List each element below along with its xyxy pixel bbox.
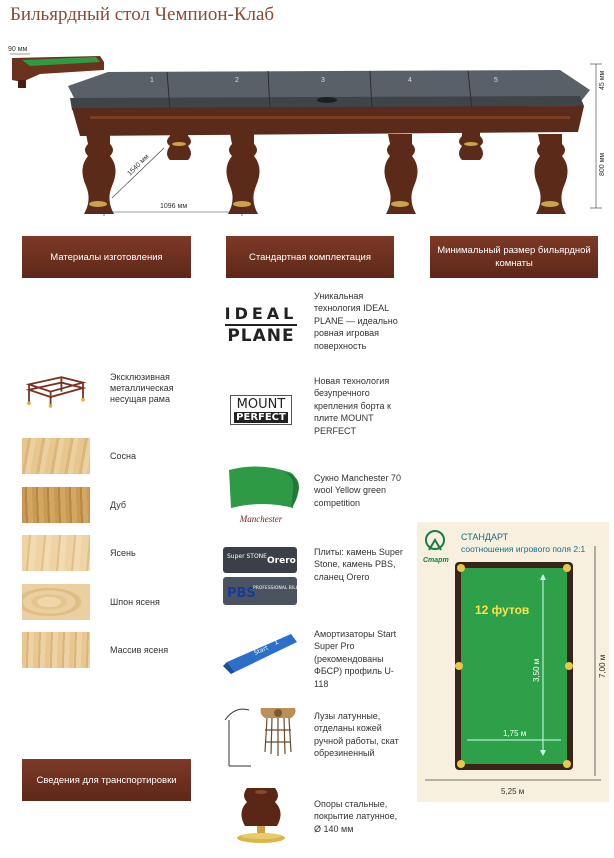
panel-number: 5 <box>494 77 498 84</box>
cushion-profile-logo <box>218 628 304 676</box>
field-length-label: 3,50 м <box>532 658 541 682</box>
material-item <box>22 584 160 620</box>
metal-frame-icon <box>22 370 90 406</box>
oak-swatch <box>22 487 90 523</box>
table-illustration <box>0 36 614 226</box>
panel-number: 4 <box>408 77 412 84</box>
slate-brands-logo <box>218 545 326 609</box>
material-label: Массив ясеня <box>110 644 169 655</box>
svg-text:PBS: PBS <box>227 586 256 601</box>
brand-name: Старт <box>423 557 449 564</box>
standard-title: СТАНДАРТ <box>461 532 509 542</box>
table-size-label: 12 футов <box>475 603 530 617</box>
ideal-plane-logo: IDEAL PLANE <box>224 304 298 346</box>
svg-text:Start: Start <box>252 644 270 657</box>
table-apron <box>72 106 584 136</box>
material-label: Эксклюзивная металлическая несущая рама <box>110 371 174 404</box>
materials-header: Материалы изготовления <box>22 236 191 278</box>
table-legs <box>82 128 567 214</box>
material-item <box>22 632 168 668</box>
mount-perfect-logo: MOUNT PERFECT <box>218 392 304 428</box>
length-label: 1096 мм <box>160 203 188 210</box>
page-title: Бильярдный стол Чемпион-Клаб <box>10 4 275 25</box>
start-logo-icon <box>423 531 449 564</box>
equipment-description: Уникальная технология IDEAL PLANE — идеально ровная игровая поверхность <box>314 291 398 351</box>
room-size-diagram <box>417 522 609 802</box>
material-item <box>22 487 126 523</box>
equipment-description: Новая технология безупречного крепления борта к плите MOUNT PERFECT <box>314 376 391 436</box>
ash-veneer-swatch <box>22 584 90 620</box>
rail-width-label: 90 мм <box>8 46 28 53</box>
svg-text:Manchester: Manchester <box>239 514 283 524</box>
height-label: 800 мм <box>599 152 606 176</box>
material-item <box>22 535 136 571</box>
material-label: Шпон ясеня <box>110 596 160 607</box>
equipment-description: Плиты: камень Super Stone, камень PBS, сланец Orero <box>314 547 403 582</box>
equipment-description: Амортизаторы Start Super Pro (рекомендованы ФБСР) профиль U-118 <box>314 629 397 689</box>
room-header: Минимальный размер бильярдной комнаты <box>430 236 598 278</box>
equipment-description: Лузы латунные, отделаны кожей ручной работы, скат обрезиненный <box>314 711 399 759</box>
panel-number: 2 <box>235 77 239 84</box>
brass-pocket-image <box>218 700 304 772</box>
room-length-label: 7,00 м <box>598 654 607 678</box>
svg-text:Orero: Orero <box>267 556 296 566</box>
material-item <box>22 438 136 474</box>
depth-label: 1540 мм <box>126 153 151 178</box>
equipment-header: Стандартная комплектация <box>226 236 394 278</box>
equipment-description: Сукно Manchester 70 wool Yellow green competition <box>314 473 401 508</box>
material-label: Сосна <box>110 450 136 461</box>
material-label: Дуб <box>110 499 127 510</box>
svg-text:Super STONE: Super STONE <box>227 553 267 560</box>
pine-swatch <box>22 438 90 474</box>
material-label: Ясень <box>110 547 136 558</box>
equipment-description: Опоры стальные, покрытие латунное, Ø 140 мм <box>314 799 398 834</box>
solid-ash-swatch <box>22 632 90 668</box>
manchester-cloth-logo <box>218 462 304 528</box>
slate-thickness-label: 45 мм <box>599 70 606 90</box>
brass-leg-image <box>218 784 304 848</box>
material-item <box>22 370 190 406</box>
panel-number: 1 <box>150 77 154 84</box>
room-width-label: 5,25 м <box>501 787 525 796</box>
field-width-label: 1,75 м <box>503 729 527 738</box>
ratio-label: соотношения игрового поля 2:1 <box>461 544 586 554</box>
transport-header: Сведения для транспортировки <box>22 759 191 801</box>
svg-text:1: 1 <box>272 637 280 647</box>
svg-text:PROFESSIONAL BILLIARD STONE: PROFESSIONAL BILLIARD STONE <box>253 586 326 591</box>
ash-swatch <box>22 535 90 571</box>
panel-number: 3 <box>321 77 325 84</box>
